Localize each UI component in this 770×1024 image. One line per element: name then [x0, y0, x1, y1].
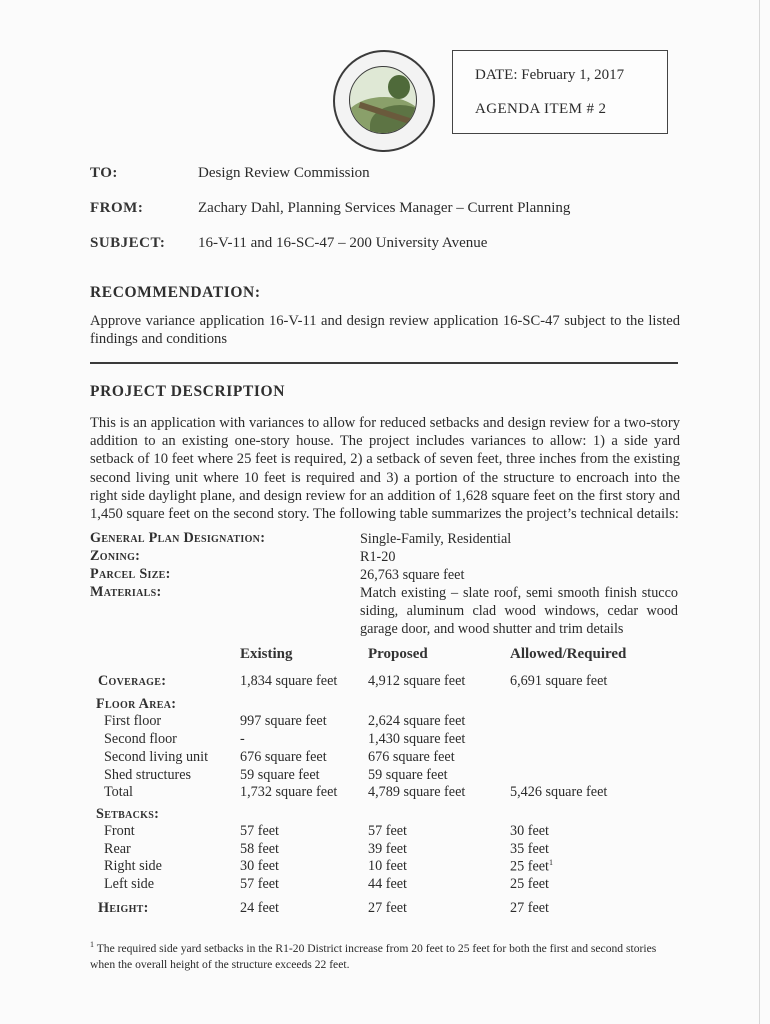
page-edge-line [759, 0, 760, 1024]
setback-allowed: 30 feet [510, 823, 549, 839]
section-divider [90, 362, 678, 364]
project-description-title: PROJECT DESCRIPTION [90, 383, 285, 400]
recommendation-title: RECOMMENDATION: [90, 284, 261, 301]
floor-area-proposed: 2,624 square feet [368, 713, 466, 729]
floor-area-proposed: 1,430 square feet [368, 731, 466, 747]
height-label: Height: [98, 900, 149, 916]
floor-area-allowed: 5,426 square feet [510, 784, 608, 800]
zoning-label: Zoning: [90, 548, 141, 564]
agenda-item-line: AGENDA ITEM # 2 [475, 101, 607, 117]
date-agenda-box [452, 50, 668, 134]
setback-proposed: 10 feet [368, 858, 407, 874]
floor-area-label: Floor Area: [96, 696, 177, 712]
floor-area-existing: - [240, 731, 245, 747]
coverage-existing: 1,834 square feet [240, 673, 338, 689]
setback-proposed: 57 feet [368, 823, 407, 839]
floor-area-existing: 1,732 square feet [240, 784, 338, 800]
footnote-mark: 1 [90, 940, 94, 949]
floor-area-proposed: 676 square feet [368, 749, 455, 765]
floor-area-row-label: Shed structures [104, 767, 192, 783]
floor-area-existing: 676 square feet [240, 749, 327, 765]
setback-row-label: Rear [104, 841, 131, 857]
setback-row-label: Left side [104, 876, 155, 892]
footnote-reference: 1 [549, 858, 553, 867]
subject-value: 16-V-11 and 16-SC-47 – 200 University Avenue [198, 235, 488, 251]
subject-label: SUBJECT: [90, 235, 166, 251]
height-existing: 24 feet [240, 900, 279, 916]
setback-existing: 57 feet [240, 823, 279, 839]
parcel-size-value: 26,763 square feet [360, 567, 465, 583]
project-description-body: This is an application with variances to allow for reduced setbacks and design review for a two-story addition to an existing one-story house. The project includes variances to allow: 1) a side yard setback of 10 feet where 25 feet is required, 2) a setback of seven feet, three inches from the existing second living unit where 10 feet is required and 3) a portion of the structure to encroach into the right side daylight plane, and design review for an addition of 1,628 square feet on the first story and 1,450 square feet on the second story. The following table summarizes the project’s technical details: [90, 415, 680, 523]
to-value: Design Review Commission [198, 165, 370, 181]
seal-landscape-icon [349, 66, 417, 134]
column-header-allowed: Allowed/Required [510, 646, 627, 662]
setback-proposed: 44 feet [368, 876, 407, 892]
setback-row-label: Right side [104, 858, 162, 874]
zoning-value: R1-20 [360, 549, 396, 565]
from-value: Zachary Dahl, Planning Services Manager – Current Planning [198, 200, 571, 216]
setback-existing: 30 feet [240, 858, 279, 874]
floor-area-existing: 997 square feet [240, 713, 327, 729]
setback-row-label: Front [104, 823, 135, 839]
materials-label: Materials: [90, 584, 162, 600]
coverage-label: Coverage: [98, 673, 167, 689]
coverage-proposed: 4,912 square feet [368, 673, 466, 689]
city-seal-logo [333, 50, 435, 152]
coverage-allowed: 6,691 square feet [510, 673, 608, 689]
floor-area-existing: 59 square feet [240, 767, 320, 783]
height-allowed: 27 feet [510, 900, 549, 916]
general-plan-value: Single-Family, Residential [360, 531, 512, 547]
setback-allowed-value: 25 feet [510, 858, 549, 875]
parcel-size-label: Parcel Size: [90, 566, 171, 582]
setbacks-label: Setbacks: [96, 806, 160, 822]
materials-value: Match existing – slate roof, semi smooth finish stucco siding, aluminum clad wood windows, cedar wood garage door, and wood shutter and trim details [360, 585, 678, 638]
setback-allowed: 35 feet [510, 841, 549, 857]
general-plan-label: General Plan Designation: [90, 530, 266, 546]
to-label: TO: [90, 165, 118, 181]
floor-area-proposed: 59 square feet [368, 767, 448, 783]
footnote [90, 937, 680, 973]
setback-existing: 57 feet [240, 876, 279, 892]
recommendation-body: Approve variance application 16-V-11 and design review application 16-SC-47 subject to the listed findings and conditions [90, 313, 680, 348]
floor-area-row-label: Total [104, 784, 133, 800]
date-line: DATE: February 1, 2017 [475, 67, 625, 83]
column-header-proposed: Proposed [368, 646, 428, 662]
setback-existing: 58 feet [240, 841, 279, 857]
from-label: FROM: [90, 200, 144, 216]
setback-allowed [510, 858, 553, 876]
column-header-existing: Existing [240, 646, 293, 662]
height-proposed: 27 feet [368, 900, 407, 916]
floor-area-proposed: 4,789 square feet [368, 784, 466, 800]
setback-proposed: 39 feet [368, 841, 407, 857]
setback-allowed: 25 feet [510, 876, 549, 892]
footnote-text: The required side yard setbacks in the R1-20 District increase from 20 feet to 25 feet for both the first and second stories when the overall height of the structure exceeds 22 feet. [90, 941, 657, 971]
floor-area-row-label: Second floor [104, 731, 177, 747]
floor-area-row-label: Second living unit [104, 749, 209, 765]
floor-area-row-label: First floor [104, 713, 162, 729]
